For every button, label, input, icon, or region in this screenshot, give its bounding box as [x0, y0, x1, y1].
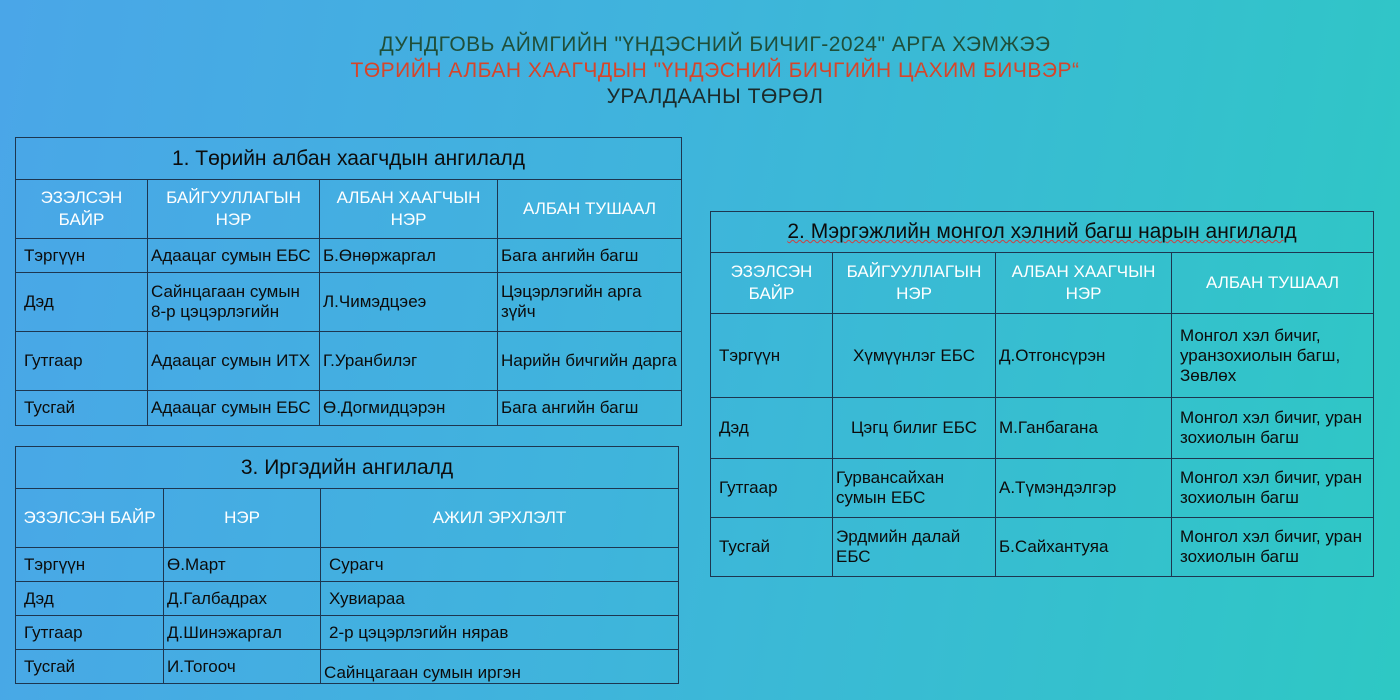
table-citizens	[15, 446, 679, 684]
table-row	[711, 518, 1374, 577]
table-row	[16, 332, 682, 391]
table-civil-servants	[15, 137, 682, 426]
cell-name: Д.Галбадрах	[164, 582, 321, 616]
column-header-position: АЛБАН ТУШААЛ	[1172, 253, 1374, 314]
cell-position: Бага ангийн багш	[498, 239, 682, 273]
cell-employee: Б.Өнөржаргал	[320, 239, 498, 273]
cell-employee: Б.Сайхантуяа	[996, 518, 1172, 577]
cell-place: Дэд	[711, 398, 833, 459]
cell-organization: Сайнцагаан сумын 8-р цэцэрлэгийн	[148, 273, 320, 332]
cell-place: Тусгай	[16, 650, 164, 684]
cell-organization: Эрдмийн далай ЕБС	[833, 518, 996, 577]
column-header-employee: АЛБАН ХААГЧЫН НЭР	[996, 253, 1172, 314]
table-title: 3. Иргэдийн ангилалд	[16, 447, 679, 489]
cell-occupation: Сурагч	[321, 548, 679, 582]
cell-place: Тусгай	[16, 391, 148, 426]
cell-place: Тусгай	[711, 518, 833, 577]
column-header-organization: БАЙГУУЛЛАГЫН НЭР	[148, 180, 320, 239]
heading-line-1: ДУНДГОВЬ АЙМГИЙН "ҮНДЭСНИЙ БИЧИГ-2024" АРГА ХЭМЖЭЭ	[379, 33, 1051, 56]
cell-place: Тэргүүн	[16, 239, 148, 273]
table-title: 1. Төрийн албан хаагчдын ангилалд	[16, 138, 682, 180]
cell-organization: Адаацаг сумын ЕБС	[148, 391, 320, 426]
cell-position: Монгол хэл бичиг, уранзохиолын багш, Зөвлөх	[1172, 314, 1374, 398]
cell-employee: Г.Уранбилэг	[320, 332, 498, 391]
heading-line-2: ТӨРИЙН АЛБАН ХААГЧДЫН "ҮНДЭСНИЙ БИЧГИЙН ЦАХИМ БИЧВЭР“	[350, 59, 1080, 82]
table-row	[711, 398, 1374, 459]
cell-employee: Л.Чимэдцэеэ	[320, 273, 498, 332]
table-row	[16, 582, 679, 616]
column-header-place: ЭЗЭЛСЭН БАЙР	[16, 489, 164, 548]
cell-employee: Д.Отгонсүрэн	[996, 314, 1172, 398]
cell-organization: Гурвансайхан сумын ЕБС	[833, 459, 996, 518]
column-header-employee: АЛБАН ХААГЧЫН НЭР	[320, 180, 498, 239]
cell-occupation: Сайнцагаан сумын иргэн	[321, 650, 679, 684]
table-row	[16, 616, 679, 650]
table-mongolian-teachers	[710, 211, 1374, 577]
table-row	[711, 314, 1374, 398]
table-row	[16, 391, 682, 426]
cell-position: Монгол хэл бичиг, уран зохиолын багш	[1172, 518, 1374, 577]
cell-name: И.Тогооч	[164, 650, 321, 684]
column-header-place: ЭЗЭЛСЭН БАЙР	[711, 253, 833, 314]
cell-employee: Ө.Догмидцэрэн	[320, 391, 498, 426]
cell-name: Ө.Март	[164, 548, 321, 582]
table-row	[16, 239, 682, 273]
table-row	[16, 650, 679, 684]
table-title: 2. Мэргэжлийн монгол хэлний багш нарын ангилалд	[787, 220, 1297, 243]
cell-position: Бага ангийн багш	[498, 391, 682, 426]
column-header-place: ЭЗЭЛСЭН БАЙР	[16, 180, 148, 239]
cell-place: Дэд	[16, 273, 148, 332]
table-row	[16, 273, 682, 332]
page-heading	[0, 32, 1400, 110]
cell-employee: М.Ганбагана	[996, 398, 1172, 459]
cell-place: Тэргүүн	[16, 548, 164, 582]
cell-place: Дэд	[16, 582, 164, 616]
cell-position: Нарийн бичгийн дарга	[498, 332, 682, 391]
cell-organization: Цэгц билиг ЕБС	[833, 398, 996, 459]
table-row	[16, 548, 679, 582]
column-header-position: АЛБАН ТУШААЛ	[498, 180, 682, 239]
cell-place: Тэргүүн	[711, 314, 833, 398]
cell-organization: Адаацаг сумын ИТХ	[148, 332, 320, 391]
cell-place: Гутгаар	[711, 459, 833, 518]
cell-place: Гутгаар	[16, 616, 164, 650]
cell-name: Д.Шинэжаргал	[164, 616, 321, 650]
cell-position: Монгол хэл бичиг, уран зохиолын багш	[1172, 398, 1374, 459]
cell-employee: А.Түмэндэлгэр	[996, 459, 1172, 518]
column-header-occupation: АЖИЛ ЭРХЛЭЛТ	[321, 489, 679, 548]
table-title-cell	[711, 212, 1374, 253]
heading-line-3: УРАЛДААНЫ ТӨРӨЛ	[606, 85, 824, 108]
cell-occupation: Хувиараа	[321, 582, 679, 616]
cell-place: Гутгаар	[16, 332, 148, 391]
cell-organization: Хүмүүнлэг ЕБС	[833, 314, 996, 398]
table-row	[711, 459, 1374, 518]
cell-position: Цэцэрлэгийн арга зүйч	[498, 273, 682, 332]
column-header-name: НЭР	[164, 489, 321, 548]
column-header-organization: БАЙГУУЛЛАГЫН НЭР	[833, 253, 996, 314]
cell-occupation: 2-р цэцэрлэгийн нярав	[321, 616, 679, 650]
cell-position: Монгол хэл бичиг, уран зохиолын багш	[1172, 459, 1374, 518]
cell-organization: Адаацаг сумын ЕБС	[148, 239, 320, 273]
